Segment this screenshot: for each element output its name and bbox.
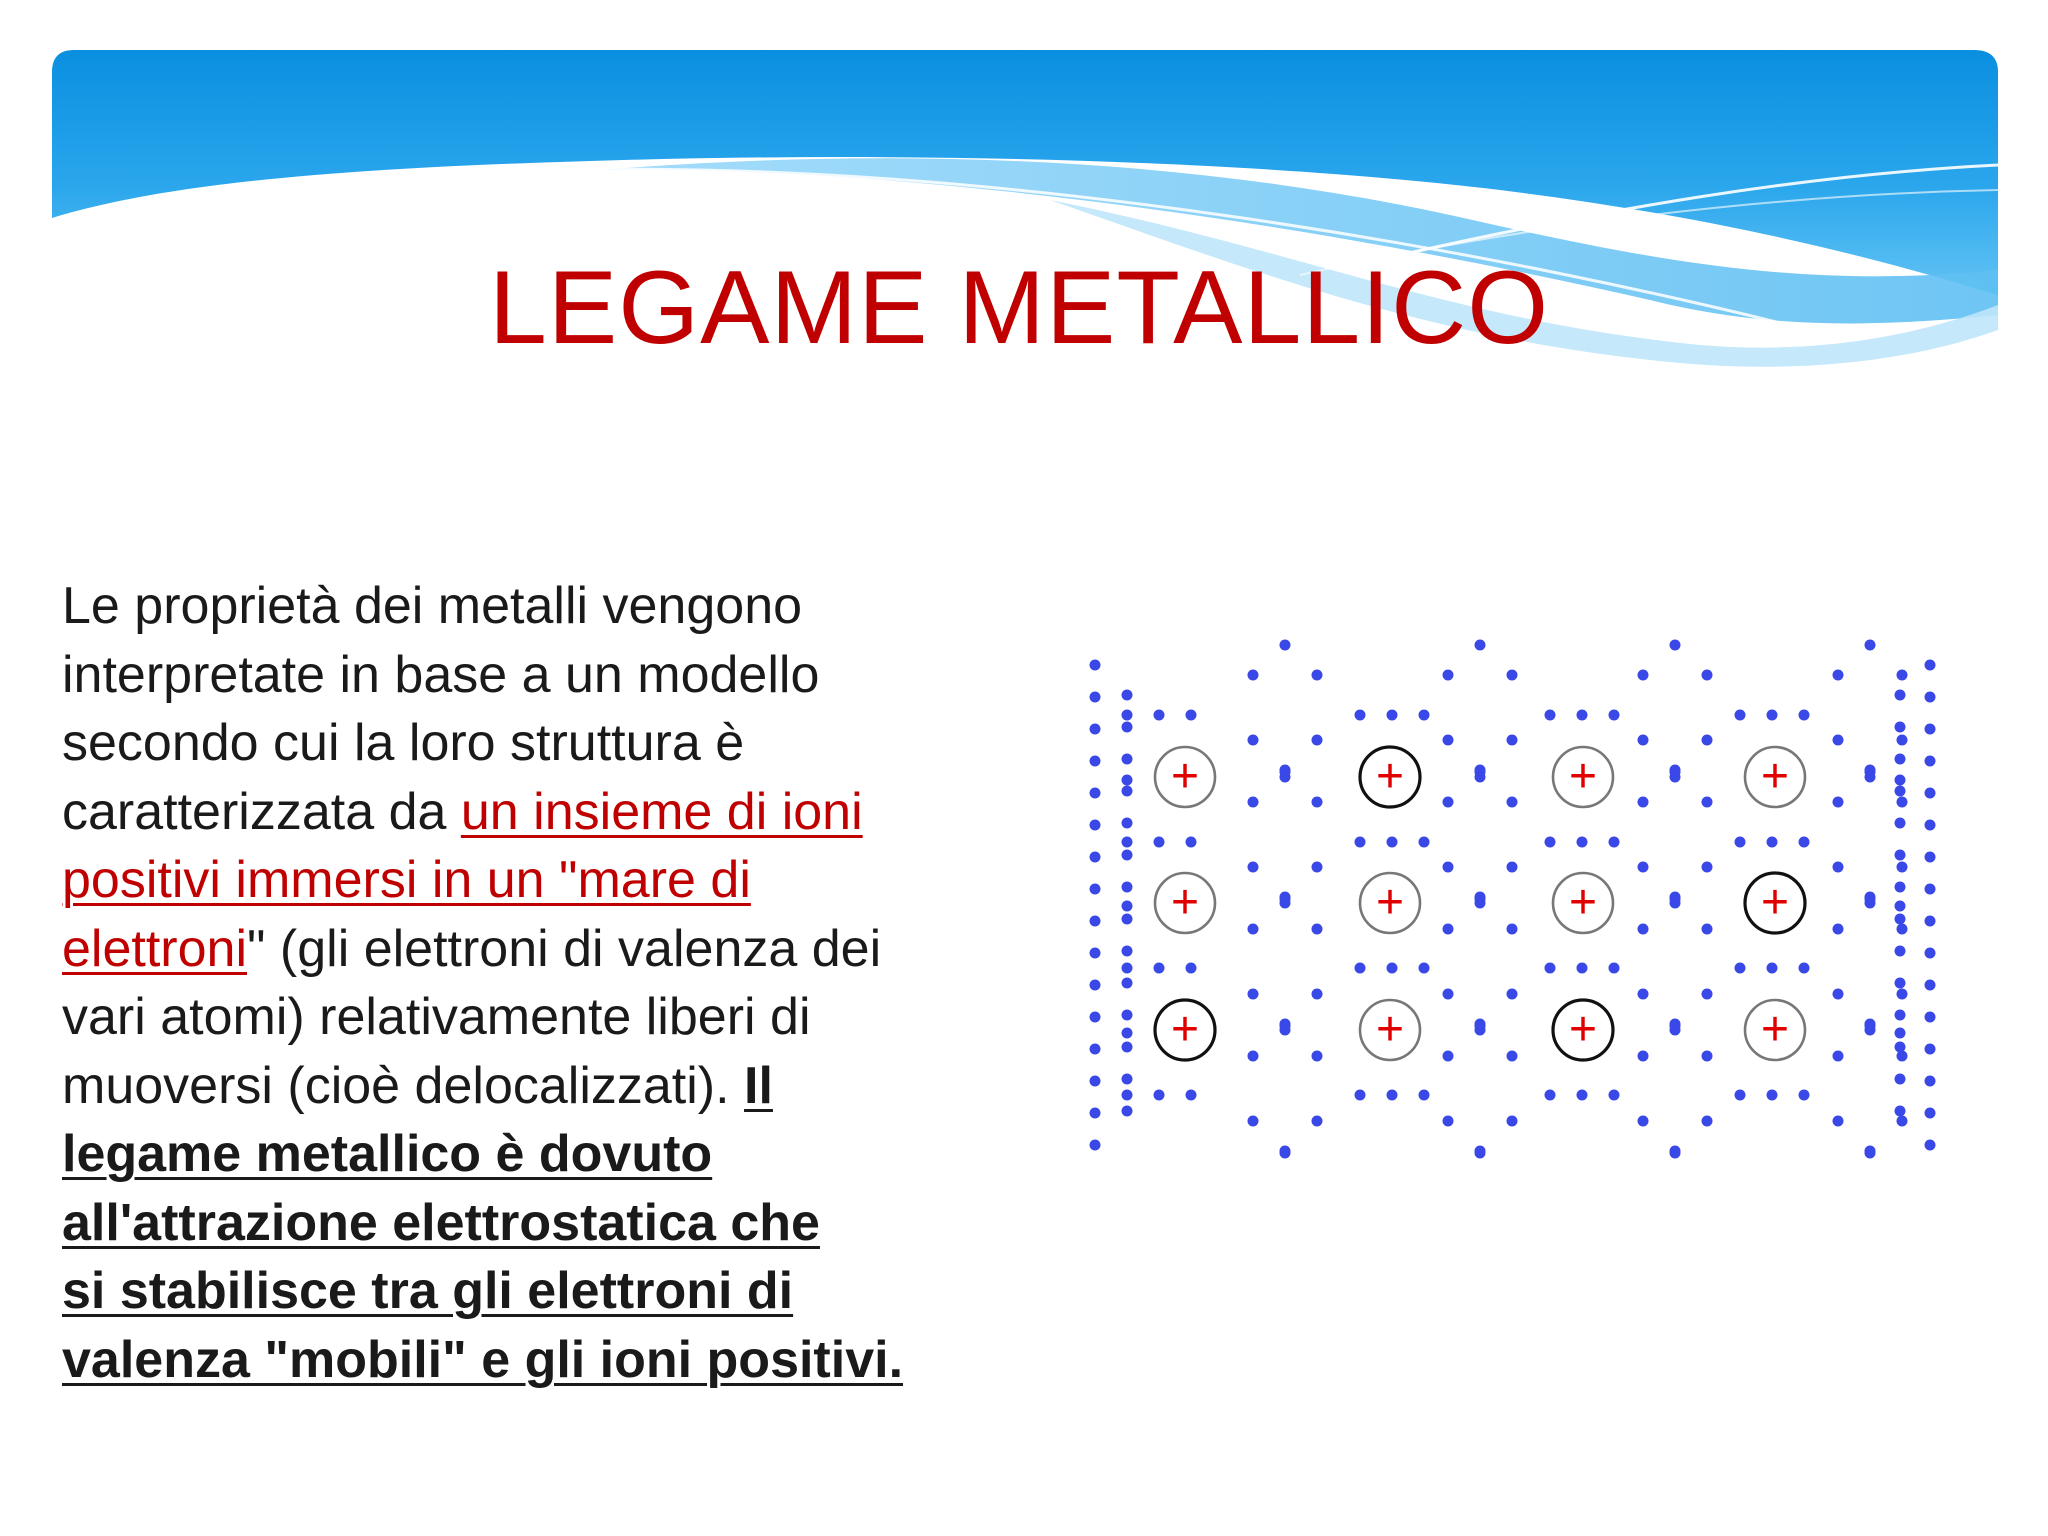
electron-dot	[1895, 690, 1906, 701]
electron-dot	[1925, 1044, 1936, 1055]
ion-sea-highlight: un insieme di ioni positivi immersi in un "mare di elettroni	[62, 782, 863, 978]
electron-dot	[1799, 963, 1810, 974]
electron-dot	[1312, 1116, 1323, 1127]
electron-dot	[1280, 772, 1291, 783]
electron-dot	[1545, 963, 1556, 974]
electron-dot	[1925, 788, 1936, 799]
electron-dot	[1702, 862, 1713, 873]
electron-dot	[1895, 946, 1906, 957]
electron-dot	[1545, 837, 1556, 848]
electron-dot	[1387, 837, 1398, 848]
electron-dot	[1925, 852, 1936, 863]
electron-dot	[1312, 670, 1323, 681]
electron-dot	[1897, 989, 1908, 1000]
electron-dot	[1387, 710, 1398, 721]
electron-dot	[1122, 850, 1133, 861]
ion-plus-sign: +	[1568, 876, 1598, 929]
electron-dot	[1312, 735, 1323, 746]
electron-dot	[1833, 1051, 1844, 1062]
positive-ion	[1553, 747, 1613, 807]
body-paragraph	[62, 572, 942, 1394]
electron-dot	[1443, 862, 1454, 873]
electron-dot	[1507, 735, 1518, 746]
bond-definition-part2: si stabilisce tra gli elettroni di valenza "mobili" e gli ioni positivi.	[62, 1262, 904, 1389]
positive-ion	[1745, 873, 1805, 933]
electron-dot	[1419, 1090, 1430, 1101]
electron-dot	[1735, 710, 1746, 721]
electron-dot	[1090, 948, 1101, 959]
electron-dot	[1865, 1148, 1876, 1159]
electron-dot	[1577, 837, 1588, 848]
electron-dot	[1925, 820, 1936, 831]
electron-dot	[1833, 989, 1844, 1000]
electron-dot	[1609, 837, 1620, 848]
electron-dot	[1122, 786, 1133, 797]
electron-dot	[1865, 772, 1876, 783]
electron-dot	[1090, 788, 1101, 799]
electron-dot	[1895, 754, 1906, 765]
electron-dot	[1090, 980, 1101, 991]
electron-dot	[1577, 710, 1588, 721]
electron-dot	[1507, 670, 1518, 681]
electron-dot	[1090, 756, 1101, 767]
electron-dot	[1925, 1140, 1936, 1151]
electron-dot	[1312, 797, 1323, 808]
electron-dot	[1122, 1090, 1133, 1101]
electron-dot	[1833, 924, 1844, 935]
electron-dot	[1186, 710, 1197, 721]
electron-dot	[1248, 797, 1259, 808]
ion-plus-sign: +	[1568, 750, 1598, 803]
electron-dot	[1154, 1090, 1165, 1101]
electron-dot	[1895, 978, 1906, 989]
electron-dot	[1670, 772, 1681, 783]
electron-dot	[1443, 735, 1454, 746]
electron-dot	[1925, 884, 1936, 895]
positive-ion	[1553, 873, 1613, 933]
electron-dot	[1122, 710, 1133, 721]
electron-dot	[1799, 837, 1810, 848]
electron-dot	[1897, 862, 1908, 873]
electron-dot	[1702, 1116, 1713, 1127]
electron-dot	[1925, 724, 1936, 735]
electron-dot	[1895, 882, 1906, 893]
electron-dot	[1609, 963, 1620, 974]
electron-dot	[1090, 724, 1101, 735]
electron-dot	[1895, 818, 1906, 829]
electron-dot	[1638, 1116, 1649, 1127]
electron-dot	[1122, 1028, 1133, 1039]
electron-dot	[1799, 710, 1810, 721]
electron-dot	[1895, 850, 1906, 861]
electron-dot	[1248, 924, 1259, 935]
electron-dot	[1925, 1108, 1936, 1119]
electron-dot	[1670, 1025, 1681, 1036]
electron-dot	[1895, 1010, 1906, 1021]
electron-dot	[1833, 670, 1844, 681]
ion-plus-sign: +	[1170, 750, 1200, 803]
electron-dot	[1122, 1106, 1133, 1117]
electron-dot	[1735, 837, 1746, 848]
electron-dot	[1895, 914, 1906, 925]
electron-dot	[1507, 862, 1518, 873]
electron-dot	[1122, 882, 1133, 893]
electron-dot	[1280, 1148, 1291, 1159]
electron-dot	[1122, 1074, 1133, 1085]
electron-dot	[1475, 1148, 1486, 1159]
electron-dot	[1767, 963, 1778, 974]
ion-plus-sign: +	[1170, 1003, 1200, 1056]
electron-dot	[1638, 670, 1649, 681]
electron-dot	[1443, 670, 1454, 681]
electron-dot	[1925, 1012, 1936, 1023]
electron-dot	[1443, 924, 1454, 935]
metal-lattice-svg	[1085, 630, 1980, 1170]
positive-ion	[1155, 873, 1215, 933]
electron-dot	[1833, 862, 1844, 873]
bond-definition-part1: Il legame metallico è dovuto all'attrazione elettrostatica che	[62, 1056, 820, 1252]
ion-plus-sign: +	[1375, 876, 1405, 929]
intro-text: Le proprietà dei metalli vengono interpretate in base a un modello secondo cui la loro struttura è caratterizzata da	[62, 577, 820, 841]
electron-dot	[1925, 1076, 1936, 1087]
electron-dot	[1387, 963, 1398, 974]
electron-dot	[1507, 989, 1518, 1000]
ion-plus-sign: +	[1760, 1003, 1790, 1056]
electron-dot	[1577, 963, 1588, 974]
electron-dot	[1248, 989, 1259, 1000]
electron-dot	[1507, 1051, 1518, 1062]
electron-dot	[1897, 797, 1908, 808]
electron-dot	[1895, 1028, 1906, 1039]
ion-plus-sign: +	[1375, 1003, 1405, 1056]
electron-dot	[1895, 786, 1906, 797]
electron-dot	[1897, 924, 1908, 935]
electron-dot	[1895, 775, 1906, 786]
electron-dot	[1670, 898, 1681, 909]
ion-plus-sign: +	[1760, 876, 1790, 929]
electron-dot	[1154, 963, 1165, 974]
electron-dot	[1767, 1090, 1778, 1101]
electron-dot	[1248, 1051, 1259, 1062]
electron-dot	[1419, 837, 1430, 848]
electron-dot	[1638, 862, 1649, 873]
electron-dot	[1735, 1090, 1746, 1101]
electron-dot	[1090, 916, 1101, 927]
electron-dot	[1280, 898, 1291, 909]
electron-dot	[1638, 989, 1649, 1000]
electron-dot	[1799, 1090, 1810, 1101]
electron-dot	[1735, 963, 1746, 974]
positive-ion	[1155, 1000, 1215, 1060]
electron-dot	[1355, 963, 1366, 974]
electron-dot	[1767, 837, 1778, 848]
electron-dot	[1767, 710, 1778, 721]
electron-dot	[1387, 1090, 1398, 1101]
electron-dot	[1702, 924, 1713, 935]
electron-dot	[1122, 946, 1133, 957]
positive-ion	[1360, 873, 1420, 933]
electron-dot	[1897, 670, 1908, 681]
electron-dot	[1895, 1106, 1906, 1117]
electron-dot	[1702, 735, 1713, 746]
electron-dot	[1443, 1116, 1454, 1127]
electron-dot	[1312, 989, 1323, 1000]
electron-dot	[1638, 1051, 1649, 1062]
electron-dot	[1186, 963, 1197, 974]
electron-dot	[1475, 772, 1486, 783]
electron-dot	[1507, 1116, 1518, 1127]
electron-dot	[1122, 722, 1133, 733]
electron-dot	[1122, 963, 1133, 974]
electron-dot	[1545, 1090, 1556, 1101]
electron-dot	[1475, 640, 1486, 651]
electron-dot	[1280, 1025, 1291, 1036]
electron-dot	[1122, 754, 1133, 765]
electron-dot	[1312, 862, 1323, 873]
positive-ion	[1360, 747, 1420, 807]
electron-dot	[1248, 670, 1259, 681]
electron-dot	[1507, 797, 1518, 808]
electron-dot	[1090, 660, 1101, 671]
electron-dot	[1090, 884, 1101, 895]
electron-dot	[1090, 852, 1101, 863]
ion-plus-sign: +	[1760, 750, 1790, 803]
electron-dot	[1670, 1148, 1681, 1159]
electron-dot	[1702, 670, 1713, 681]
electron-dot	[1122, 1042, 1133, 1053]
electron-dot	[1355, 1090, 1366, 1101]
electron-dot	[1186, 837, 1197, 848]
electron-dot	[1609, 1090, 1620, 1101]
positive-ion	[1360, 1000, 1420, 1060]
positive-ion	[1745, 1000, 1805, 1060]
electron-dot	[1355, 837, 1366, 848]
electron-dot	[1090, 1108, 1101, 1119]
positive-ion	[1553, 1000, 1613, 1060]
electron-dot	[1122, 690, 1133, 701]
electron-dot	[1638, 735, 1649, 746]
electron-dot	[1865, 898, 1876, 909]
electron-dot	[1865, 640, 1876, 651]
electron-dot	[1609, 710, 1620, 721]
electron-dot	[1154, 710, 1165, 721]
electron-dot	[1186, 1090, 1197, 1101]
electron-dot	[1122, 775, 1133, 786]
electron-dot	[1545, 710, 1556, 721]
electron-dot	[1925, 660, 1936, 671]
electron-dot	[1122, 901, 1133, 912]
electron-dot	[1280, 640, 1291, 651]
electron-dot	[1925, 916, 1936, 927]
electron-dot	[1248, 862, 1259, 873]
electron-dot	[1833, 1116, 1844, 1127]
positive-ion	[1745, 747, 1805, 807]
electron-dot	[1925, 980, 1936, 991]
middle-text: " (gli elettroni di valenza dei vari atomi) relativamente liberi di muoversi (cioè delocalizzati).	[62, 919, 882, 1115]
electron-dot	[1702, 1051, 1713, 1062]
electron-dot	[1248, 735, 1259, 746]
electron-dot	[1419, 710, 1430, 721]
electron-dot	[1507, 924, 1518, 935]
electron-dot	[1475, 1025, 1486, 1036]
electron-dot	[1355, 710, 1366, 721]
electron-dot	[1897, 1116, 1908, 1127]
electron-dot	[1122, 837, 1133, 848]
electron-dot	[1122, 914, 1133, 925]
electron-dot	[1670, 640, 1681, 651]
electron-dot	[1122, 818, 1133, 829]
electron-dot	[1443, 1051, 1454, 1062]
ion-plus-sign: +	[1568, 1003, 1598, 1056]
electron-dot	[1925, 756, 1936, 767]
electron-dot	[1443, 989, 1454, 1000]
electron-dot	[1248, 1116, 1259, 1127]
ion-plus-sign: +	[1375, 750, 1405, 803]
electron-dot	[1090, 1076, 1101, 1087]
electron-dot	[1122, 978, 1133, 989]
electron-dot	[1865, 1025, 1876, 1036]
electron-dot	[1090, 1012, 1101, 1023]
electron-dot	[1122, 1010, 1133, 1021]
electron-dot	[1895, 901, 1906, 912]
slide-title: LEGAME METALLICO	[489, 250, 1550, 366]
electron-dot	[1577, 1090, 1588, 1101]
electron-dot	[1090, 820, 1101, 831]
ion-plus-sign: +	[1170, 876, 1200, 929]
electron-dot	[1895, 722, 1906, 733]
electron-dot	[1895, 1074, 1906, 1085]
electron-dot	[1090, 692, 1101, 703]
electron-dot	[1702, 989, 1713, 1000]
electron-dot	[1925, 692, 1936, 703]
electron-dot	[1154, 837, 1165, 848]
electron-dot	[1312, 1051, 1323, 1062]
electron-dot	[1925, 948, 1936, 959]
electron-dot	[1702, 797, 1713, 808]
electron-dot	[1833, 797, 1844, 808]
positive-ion	[1155, 747, 1215, 807]
electron-dot	[1475, 898, 1486, 909]
metal-lattice-diagram	[1085, 630, 1980, 1170]
electron-dot	[1443, 797, 1454, 808]
electron-dot	[1419, 963, 1430, 974]
electron-dot	[1638, 797, 1649, 808]
electron-dot	[1312, 924, 1323, 935]
electron-dot	[1090, 1140, 1101, 1151]
electron-dot	[1090, 1044, 1101, 1055]
electron-dot	[1897, 1051, 1908, 1062]
electron-dot	[1638, 924, 1649, 935]
electron-dot	[1897, 735, 1908, 746]
electron-dot	[1833, 735, 1844, 746]
